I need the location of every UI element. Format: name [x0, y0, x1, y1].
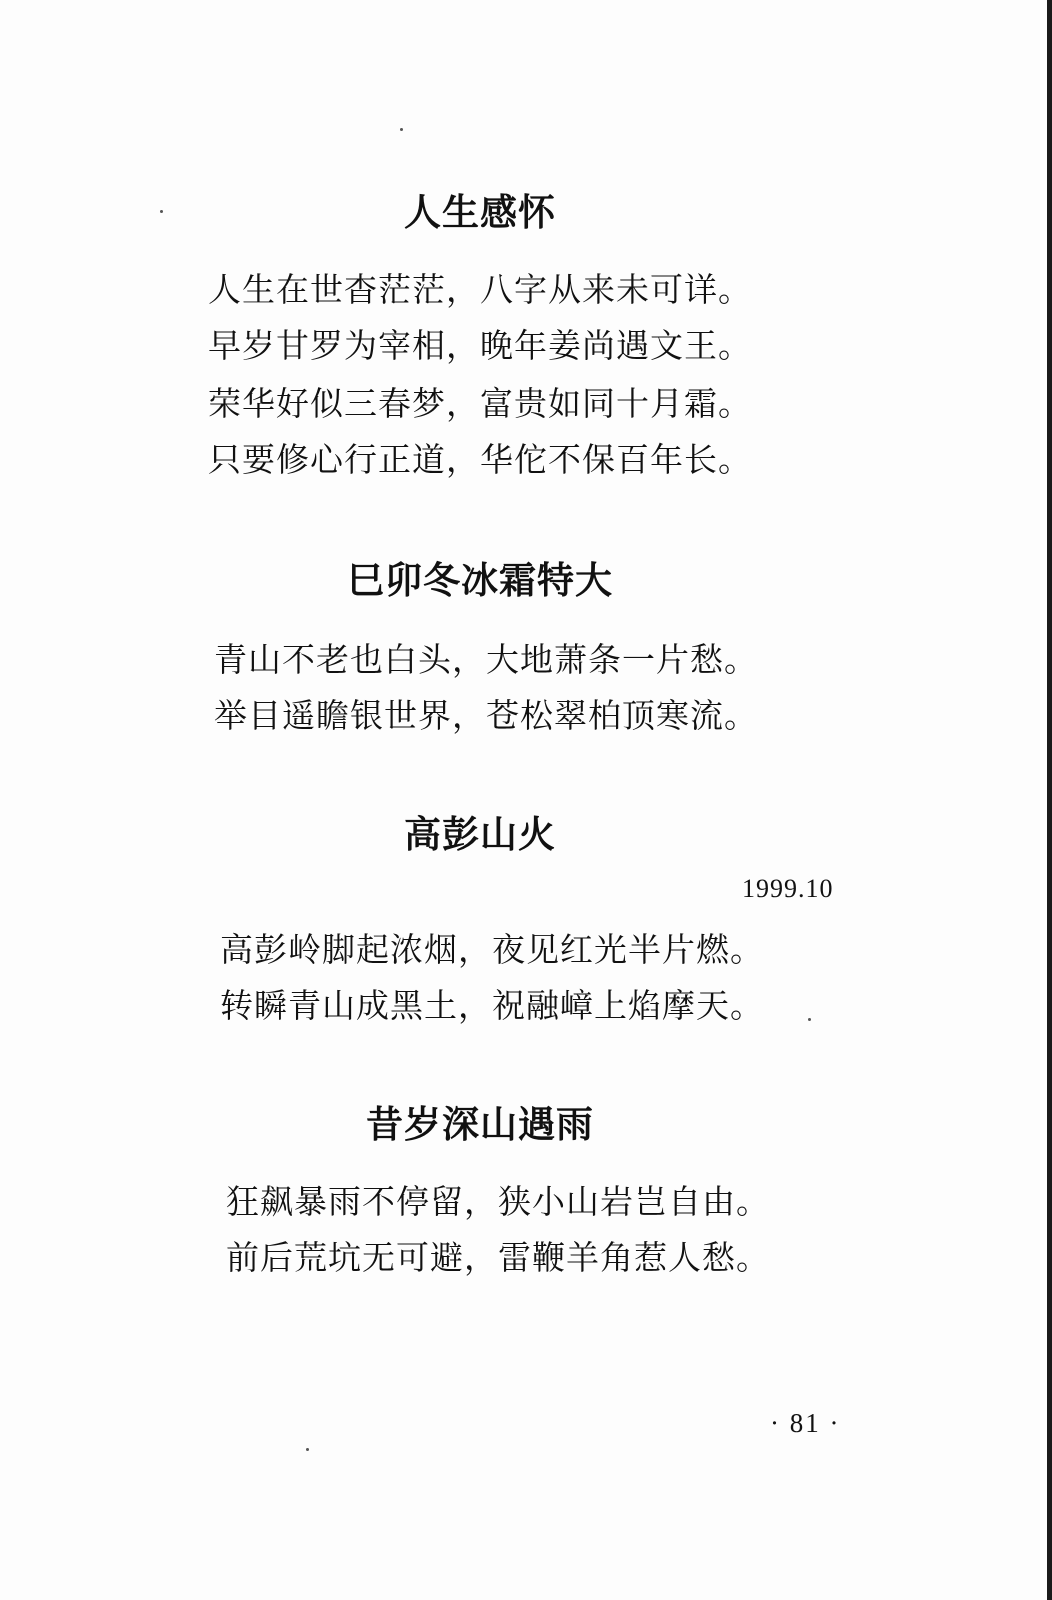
poem-1-line-2: 早岁甘罗为宰相，晚年姜尚遇文王。 [208, 326, 752, 365]
poem-4-line-2: 前后荒坑无可避，雷鞭羊角惹人愁。 [226, 1238, 770, 1277]
poem-3-date: 1999.10 [742, 874, 834, 903]
poem-3-line-2: 转瞬青山成黑土，祝融嶂上焰摩天。 [220, 986, 764, 1025]
poem-2-line-1: 青山不老也白头，大地萧条一片愁。 [214, 640, 758, 679]
poem-title-1: 人生感怀 [404, 191, 556, 234]
scan-speck [160, 210, 163, 213]
poem-3-line-1: 高彭岭脚起浓烟，夜见红光半片燃。 [220, 930, 764, 969]
poem-1-line-3: 荣华好似三春梦，富贵如同十月霜。 [208, 384, 752, 423]
poem-title-3: 高彭山火 [404, 813, 556, 856]
poem-title-4: 昔岁深山遇雨 [366, 1103, 594, 1146]
scan-speck [400, 128, 403, 131]
scan-speck [306, 1448, 309, 1451]
scan-speck [808, 1018, 811, 1021]
poem-1-line-1: 人生在世杳茫茫，八字从来未可详。 [208, 270, 752, 309]
poem-1-line-4: 只要修心行正道，华佗不保百年长。 [208, 440, 752, 479]
poem-4-line-1: 狂飙暴雨不停留，狭小山岩岂自由。 [226, 1182, 770, 1221]
poem-2-line-2: 举目遥瞻银世界，苍松翠柏顶寒流。 [214, 696, 758, 735]
page-number: · 81 · [770, 1408, 841, 1438]
poem-title-2: 巳卯冬冰霜特大 [347, 559, 613, 602]
scan-edge [1047, 0, 1052, 1600]
